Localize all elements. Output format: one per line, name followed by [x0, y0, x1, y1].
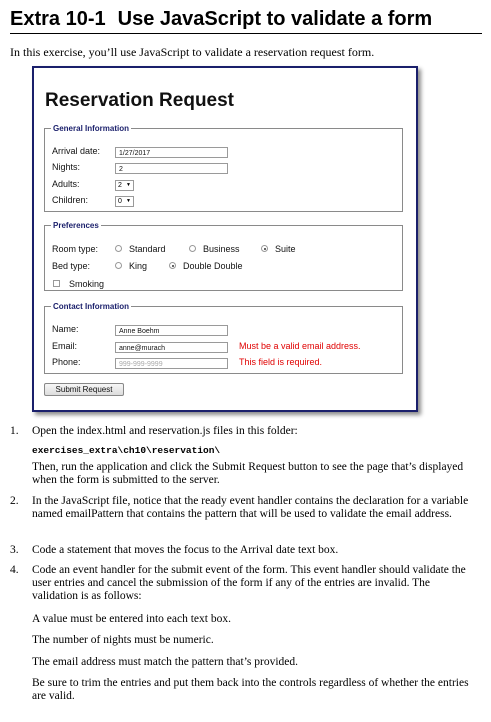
form-screenshot — [32, 66, 418, 412]
exercise-number: Extra 10-1 — [10, 8, 106, 30]
step-text: Code an event handler for the submit event of the form. This event handler should validate the user entries and cancel the submission of the form if any of the entries are invalid. The validation is as follows: — [32, 564, 466, 602]
email-error-message: Must be a valid email address. — [239, 341, 361, 351]
validation-rule: The email address must match the pattern that’s provided. — [32, 656, 299, 668]
general-information-fieldset — [44, 124, 403, 212]
step-number: 3. — [10, 544, 19, 556]
validation-rule: Be sure to trim the entries and put them back into the controls regardless of whether the entries are valid. — [32, 677, 469, 702]
preferences-legend: Preferences — [53, 221, 99, 230]
exercise-title: Use JavaScript to validate a form — [117, 8, 433, 30]
step-text: Open the index.html and reservation.js files in this folder: — [32, 425, 298, 437]
radio-business[interactable] — [189, 245, 196, 252]
general-information-legend: General Information — [53, 124, 130, 133]
children-selected-value: 0 — [118, 198, 122, 205]
bed-option-king: King — [129, 261, 148, 271]
step-text: In the JavaScript file, notice that the ready event handler contains the declaration for a variable named emailPattern that contains the pattern that will be used to validate the email address. — [32, 495, 469, 520]
name-input[interactable]: Anne Boehm — [115, 325, 228, 336]
bed-option-double-double: Double Double — [183, 261, 243, 271]
radio-double-double[interactable] — [169, 262, 176, 269]
dropdown-arrow-icon: ▼ — [126, 198, 131, 204]
dropdown-arrow-icon: ▼ — [126, 182, 131, 188]
room-type-label: Room type: — [52, 244, 99, 254]
step-followup: Then, run the application and click the Submit Request button to see the page that’s displayed when the form is submitted to the server. — [32, 461, 464, 486]
contact-information-legend: Contact Information — [53, 302, 129, 311]
nights-input[interactable]: 2 — [115, 163, 228, 174]
adults-select[interactable] — [115, 180, 134, 191]
nights-label: Nights: — [52, 162, 81, 172]
radio-suite[interactable] — [261, 245, 268, 252]
folder-path: exercises_extra\ch10\reservation\ — [32, 445, 221, 456]
smoking-checkbox[interactable] — [53, 280, 60, 287]
smoking-label: Smoking — [69, 279, 105, 289]
room-option-standard: Standard — [129, 244, 166, 254]
radio-standard[interactable] — [115, 245, 122, 252]
contact-information-fieldset — [44, 302, 403, 374]
step-number: 4. — [10, 564, 19, 576]
arrival-date-label: Arrival date: — [52, 146, 101, 156]
exercise-heading — [10, 6, 482, 34]
bed-type-label: Bed type: — [52, 261, 91, 271]
step-number: 1. — [10, 425, 19, 437]
form-title: Reservation Request — [45, 90, 235, 111]
submit-request-button[interactable]: Submit Request — [44, 383, 124, 396]
radio-king[interactable] — [115, 262, 122, 269]
validation-rule: A value must be entered into each text box. — [32, 613, 231, 625]
phone-input[interactable]: 999-999-9999 — [115, 358, 228, 369]
phone-error-message: This field is required. — [239, 357, 323, 367]
room-option-suite: Suite — [275, 244, 296, 254]
children-select[interactable] — [115, 196, 134, 207]
intro-text: In this exercise, you’ll use JavaScript to validate a reservation request form. — [10, 45, 375, 59]
preferences-fieldset — [44, 221, 403, 291]
name-label: Name: — [52, 324, 79, 334]
step-text: Code a statement that moves the focus to the Arrival date text box. — [32, 544, 339, 556]
email-label: Email: — [52, 341, 78, 351]
adults-label: Adults: — [52, 179, 80, 189]
step-number: 2. — [10, 495, 19, 507]
room-option-business: Business — [203, 244, 240, 254]
children-label: Children: — [52, 195, 89, 205]
phone-label: Phone: — [52, 357, 81, 367]
validation-rule: The number of nights must be numeric. — [32, 634, 214, 646]
arrival-date-input[interactable]: 1/27/2017 — [115, 147, 228, 158]
adults-selected-value: 2 — [118, 182, 122, 189]
email-input[interactable]: anne@murach — [115, 342, 228, 353]
